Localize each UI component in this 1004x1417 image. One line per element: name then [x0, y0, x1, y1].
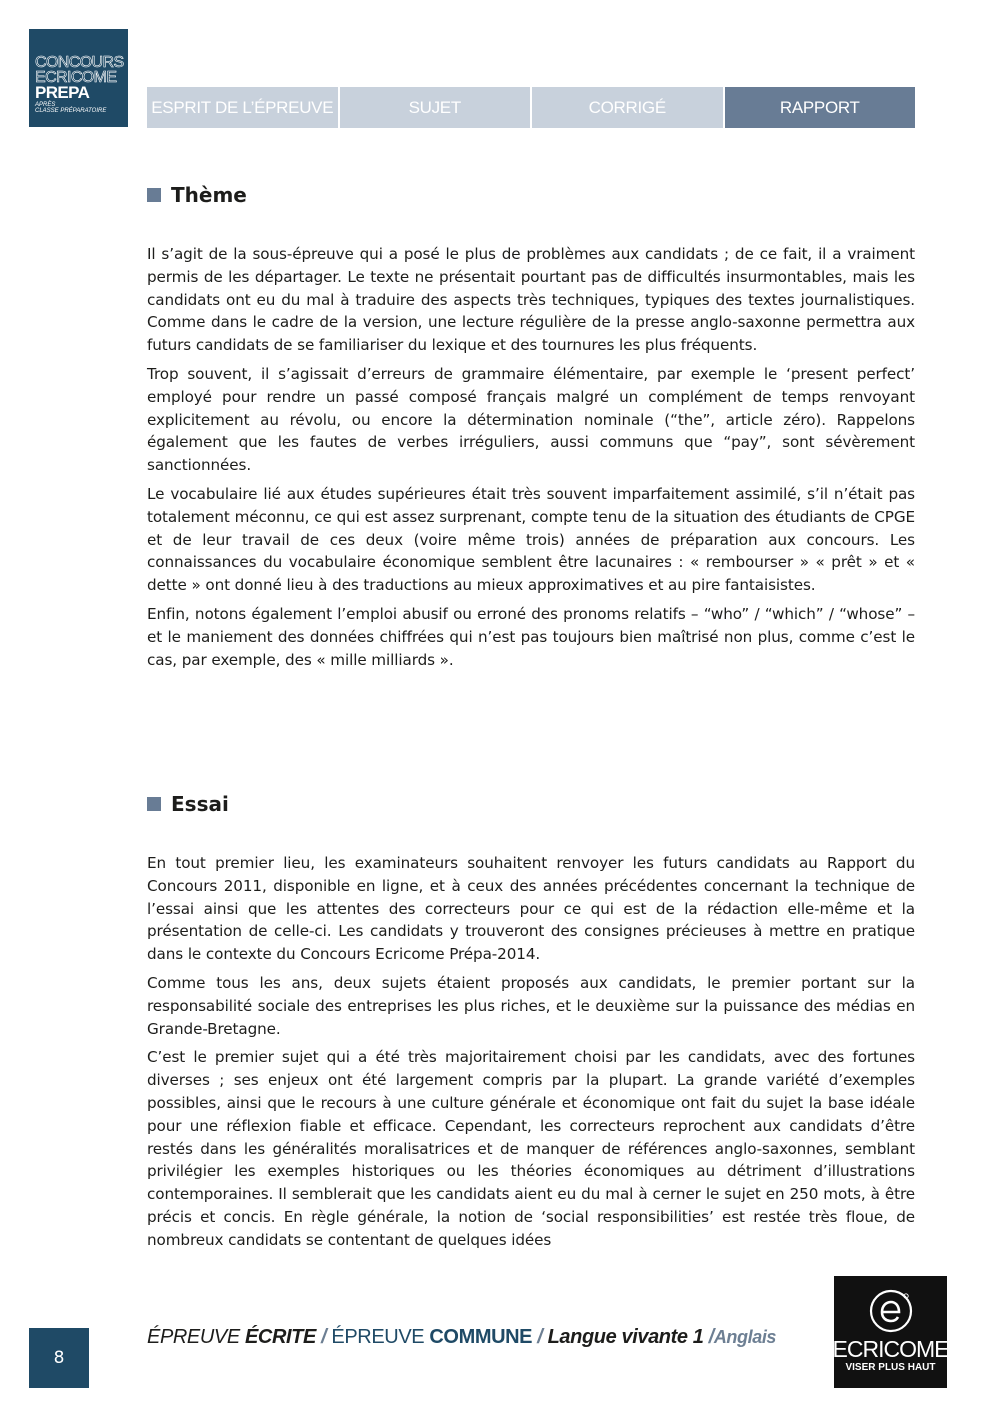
brand-tagline: VISER PLUS HAUT [845, 1362, 936, 1373]
logo-classe: CLASSE PRÉPARATOIRE [35, 108, 107, 114]
heading-square-icon [147, 188, 161, 202]
footer-separator: / [703, 1326, 714, 1348]
footer-breadcrumb [147, 1326, 776, 1349]
essai-body [147, 852, 915, 1258]
ecricome-e-icon [868, 1288, 914, 1334]
essai-paragraph: Comme tous les ans, deux sujets étaient proposés aux candidats, le premier portant sur la responsabilité sociale des entreprises les plus riches, et le deuxième sur la puissance des médias en Grande-Bretagne. [147, 973, 915, 1038]
theme-paragraph: Il s’agit de la sous-épreuve qui a posé le plus de problèmes aux candidats ; de ce fait, il a vraiment permis de les départager. Le texte ne présentait pourtant pas de difficultés insurmontables, mais les candidats ont eu du mal à traduire des aspects très techniques, typiques des textes journalistiques. Comme dans le cadre de la version, une lecture régulière de la presse anglo-saxonne permettra aux futurs candidats de se familiariser du lexique et des tournures les plus fréquents. [147, 245, 915, 355]
footer-anglais: Anglais [713, 1327, 777, 1347]
brand-name: ECRICOME [832, 1336, 949, 1362]
heading-theme-text: Thème [171, 183, 247, 207]
page-number: 8 [29, 1328, 89, 1388]
ecricome-logo [834, 1276, 947, 1388]
section-heading-essai [147, 792, 229, 816]
concours-logo [29, 29, 128, 127]
section-heading-theme [147, 183, 247, 207]
heading-square-icon [147, 797, 161, 811]
logo-apres: APRÈS [35, 102, 56, 108]
tab-corrige[interactable]: CORRIGÉ [532, 87, 723, 128]
heading-essai-text: Essai [171, 792, 229, 816]
logo-ecricome: ECRICOME [35, 69, 117, 86]
theme-paragraph: Le vocabulaire lié aux études supérieures était très souvent imparfaitement assimilé, s’il n’était pas totalement méconnu, ce qui est assez surprenant, compte tenu de la situation des étudiants de CPGE et de leur travail de ces deux (voire même trois) années de préparation aux concours. Les connaissances du vocabulaire économique semblent être lacunaires : « rembourser » « prêt » et « dette » ont donné lieu à des traductions au mieux approximatives et au pire fantaisistes. [147, 484, 915, 595]
essai-paragraph: C’est le premier sujet qui a été très majoritairement choisi par les candidats, avec des fortunes diverses ; ses enjeux ont été largement compris par la plupart. La grande variété d’exemples possibles, ainsi que le recours à une culture générale et économique ont fait du sujet la base idéale pour une réflexion fiable et efficace. Cependant, les correcteurs reprochent aux candidats d’être restés dans les généralités moralisatrices et de manquer de références anglo-saxonnes, semblant privilégier les exemples historiques ou les théories économiques au détriment d’illustrations contemporaines. Il semblerait que les candidats aient eu du mal à cerner le sujet en 250 mots, à être précis et concis. En règle générale, la notion de ‘social responsibilities’ est restée très floue, de nombreux candidats se contentant de quelques idées [147, 1048, 915, 1249]
footer-langue: Langue vivante 1 [547, 1326, 704, 1348]
logo-concours: CONCOURS [35, 54, 124, 71]
footer-commune: COMMUNE [429, 1326, 533, 1348]
section-tabs [147, 87, 915, 128]
tab-rapport[interactable]: RAPPORT [725, 87, 916, 128]
footer-separator: / [315, 1326, 332, 1348]
footer-epreuve: ÉPREUVE [147, 1326, 240, 1348]
logo-prepa: PREPA [35, 83, 90, 102]
essai-paragraph: En tout premier lieu, les examinateurs souhaitent renvoyer les futurs candidats au Rapport du Concours 2011, disponible en ligne, et à ceux des années précédentes concernant la technique de l’essai ainsi que les attentes des correcteurs pour ce qui est de la rédaction elle-même et la présentation de celle-ci. Les candidats y trouveront des consignes précieuses à mettre en pratique dans le contexte du Concours Ecricome Prépa-2014. [147, 854, 915, 964]
theme-body [147, 243, 915, 677]
tab-sujet[interactable]: SUJET [340, 87, 531, 128]
tab-esprit[interactable]: ESPRIT DE L’ÉPREUVE [147, 87, 338, 128]
theme-paragraph: Enfin, notons également l’emploi abusif ou erroné des pronoms relatifs – “who” / “which” / “whose” – et le maniement des données chiffrées qui n’est pas toujours bien maîtrisé non plus, comme c’est le cas, par exemple, des « mille milliards ». [147, 604, 915, 669]
theme-paragraph: Trop souvent, il s’agissait d’erreurs de grammaire élémentaire, par exemple le ‘present perfect’ employé pour rendre un passé composé français malgré un complément de temps renvoyant explicitement au révolu, ou encore la détermination nominale (“the”, article zéro). Rappelons également que les fautes de verbes irréguliers, aussi communs que “pay”, sont sévèrement sanctionnées. [147, 364, 915, 475]
footer-epreuve-2: ÉPREUVE [331, 1326, 425, 1348]
footer-separator: / [532, 1326, 548, 1348]
footer-ecrite: ÉCRITE [244, 1326, 316, 1348]
